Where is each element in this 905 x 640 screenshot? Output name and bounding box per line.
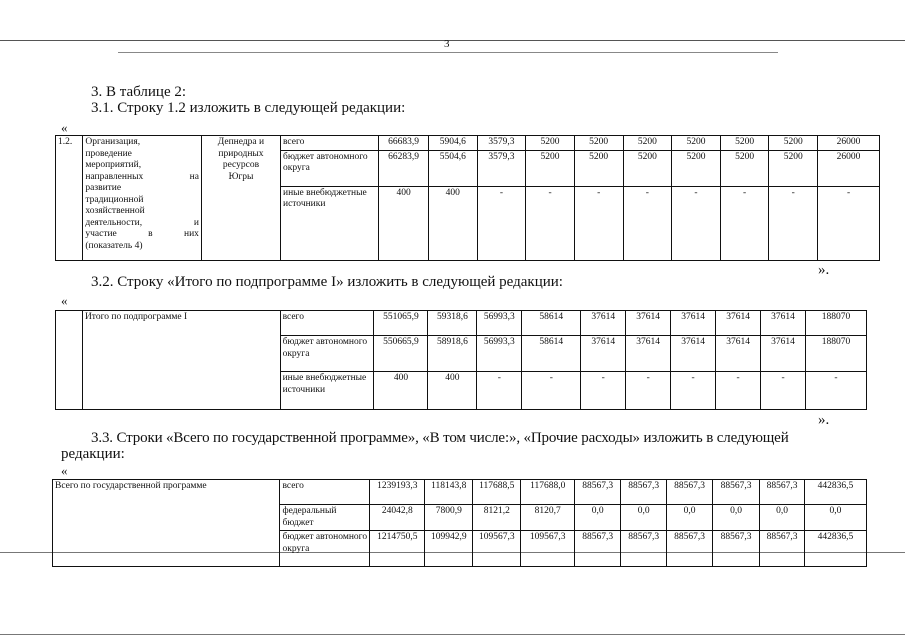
value-cell: -: [720, 186, 769, 260]
value-cell: 88567,3: [575, 531, 621, 567]
value-cell: 88567,3: [713, 480, 760, 505]
value-cell: 59318,6: [428, 311, 477, 336]
row-number: 1.2.: [56, 136, 83, 261]
subprogram-name: Итого по подпрограмме I: [82, 311, 280, 410]
value-cell: 0,0: [760, 505, 805, 531]
value-cell: -: [626, 372, 671, 410]
measure-name: Организация, проведение мероприятий, направленных на развитие традиционной хозяйственной деятельности, и участие в них (показатель 4): [83, 136, 202, 261]
value-cell: 66283,9: [379, 150, 429, 186]
open-quote: «: [61, 120, 68, 135]
value-cell: -: [672, 186, 721, 260]
source-label: федеральный бюджет: [280, 505, 370, 531]
value-cell: 88567,3: [667, 480, 713, 505]
value-cell: 1214750,5: [370, 531, 425, 567]
value-cell: 58614: [522, 311, 581, 336]
value-cell: 5200: [526, 150, 575, 186]
value-cell: -: [623, 186, 672, 260]
value-cell: 88567,3: [575, 480, 621, 505]
value-cell: 5200: [623, 136, 672, 151]
value-cell: 400: [428, 372, 477, 410]
value-cell: 0,0: [713, 505, 760, 531]
value-cell: -: [477, 372, 522, 410]
value-cell: 0,0: [575, 505, 621, 531]
close-quote: ».: [818, 262, 830, 278]
value-cell: 5200: [623, 150, 672, 186]
value-cell: 56993,3: [477, 311, 522, 336]
value-cell: 58918,6: [428, 336, 477, 372]
value-cell: -: [671, 372, 716, 410]
section-3-3-continued: редакции:: [61, 446, 125, 462]
value-cell: 5200: [720, 136, 769, 151]
table-intro: 3. В таблице 2:: [91, 84, 187, 100]
value-cell: -: [818, 186, 880, 260]
value-cell: 109567,3: [473, 531, 521, 567]
table-subprogram-total: [55, 310, 867, 410]
value-cell: 5200: [574, 136, 623, 151]
value-cell: 37614: [581, 336, 626, 372]
value-cell: -: [477, 186, 526, 260]
value-cell: 88567,3: [760, 531, 805, 567]
program-name: Всего по государственной программе: [53, 480, 280, 567]
value-cell: 24042,8: [370, 505, 425, 531]
value-cell: -: [526, 186, 575, 260]
value-cell: 5200: [526, 136, 575, 151]
value-cell: 37614: [626, 336, 671, 372]
value-cell: 8121,2: [473, 505, 521, 531]
table-row-1-2: [55, 135, 880, 261]
value-cell: 551065,9: [374, 311, 428, 336]
value-cell: 400: [379, 186, 429, 260]
value-cell: 5904,6: [428, 136, 477, 151]
value-cell: 56993,3: [477, 336, 522, 372]
value-cell: 5200: [574, 150, 623, 186]
scan-edge-line: [0, 634, 905, 635]
value-cell: 442836,5: [804, 531, 866, 567]
close-quote: ».: [818, 412, 830, 428]
value-cell: 117688,5: [473, 480, 521, 505]
value-cell: 37614: [716, 336, 761, 372]
value-cell: 88567,3: [713, 531, 760, 567]
value-cell: 37614: [626, 311, 671, 336]
value-cell: -: [581, 372, 626, 410]
value-cell: -: [769, 186, 818, 260]
value-cell: 5200: [769, 150, 818, 186]
value-cell: -: [806, 372, 867, 410]
value-cell: 109942,9: [425, 531, 473, 567]
value-cell: -: [522, 372, 581, 410]
table-program-total: [52, 479, 867, 567]
value-cell: 400: [374, 372, 428, 410]
value-cell: 88567,3: [667, 531, 713, 567]
value-cell: 26000: [818, 136, 880, 151]
source-label: всего: [280, 311, 374, 336]
value-cell: 7800,9: [425, 505, 473, 531]
responsible-executor: Депнедра и природных ресурсов Югры: [201, 136, 280, 261]
source-label: всего: [280, 480, 370, 505]
scan-edge-line: [0, 40, 905, 41]
value-cell: 550665,9: [374, 336, 428, 372]
value-cell: 37614: [761, 311, 806, 336]
value-cell: 5200: [672, 136, 721, 151]
source-label: иные внебюджетные источники: [280, 186, 378, 260]
source-label: бюджет автономного округа: [280, 150, 378, 186]
value-cell: 5200: [672, 150, 721, 186]
value-cell: 37614: [716, 311, 761, 336]
value-cell: 37614: [761, 336, 806, 372]
value-cell: 3579,3: [477, 136, 526, 151]
value-cell: 188070: [806, 336, 867, 372]
value-cell: 37614: [581, 311, 626, 336]
value-cell: 1239193,3: [370, 480, 425, 505]
open-quote: «: [61, 293, 68, 308]
section-3-3: 3.3. Строки «Всего по государственной программе», «В том числе:», «Прочие расходы» изложить в следующей: [91, 430, 789, 446]
section-3-1: 3.1. Строку 1.2 изложить в следующей редакции:: [91, 100, 406, 116]
source-label: бюджет автономного округа: [280, 531, 370, 567]
value-cell: 109567,3: [521, 531, 575, 567]
value-cell: 8120,7: [521, 505, 575, 531]
value-cell: -: [761, 372, 806, 410]
value-cell: 5504,6: [428, 150, 477, 186]
value-cell: 0,0: [667, 505, 713, 531]
source-label: всего: [280, 136, 378, 151]
value-cell: 5200: [720, 150, 769, 186]
value-cell: 5200: [769, 136, 818, 151]
value-cell: 3579,3: [477, 150, 526, 186]
page-number-rule: [118, 52, 778, 53]
open-quote: «: [61, 463, 68, 478]
source-label: бюджет автономного округа: [280, 336, 374, 372]
value-cell: 188070: [806, 311, 867, 336]
value-cell: 400: [428, 186, 477, 260]
value-cell: 88567,3: [760, 480, 805, 505]
value-cell: 88567,3: [621, 480, 667, 505]
value-cell: 442836,5: [804, 480, 866, 505]
value-cell: 0,0: [804, 505, 866, 531]
section-3-2: 3.2. Строку «Итого по подпрограмме I» изложить в следующей редакции:: [91, 274, 563, 290]
value-cell: 66683,9: [379, 136, 429, 151]
value-cell: -: [574, 186, 623, 260]
value-cell: 37614: [671, 311, 716, 336]
value-cell: 117688,0: [521, 480, 575, 505]
value-cell: 58614: [522, 336, 581, 372]
value-cell: 0,0: [621, 505, 667, 531]
value-cell: 37614: [671, 336, 716, 372]
value-cell: -: [716, 372, 761, 410]
value-cell: 88567,3: [621, 531, 667, 567]
page-number: 3: [444, 38, 450, 50]
value-cell: 118143,8: [425, 480, 473, 505]
value-cell: 26000: [818, 150, 880, 186]
source-label: иные внебюджетные источники: [280, 372, 374, 410]
row-number: [56, 311, 83, 410]
